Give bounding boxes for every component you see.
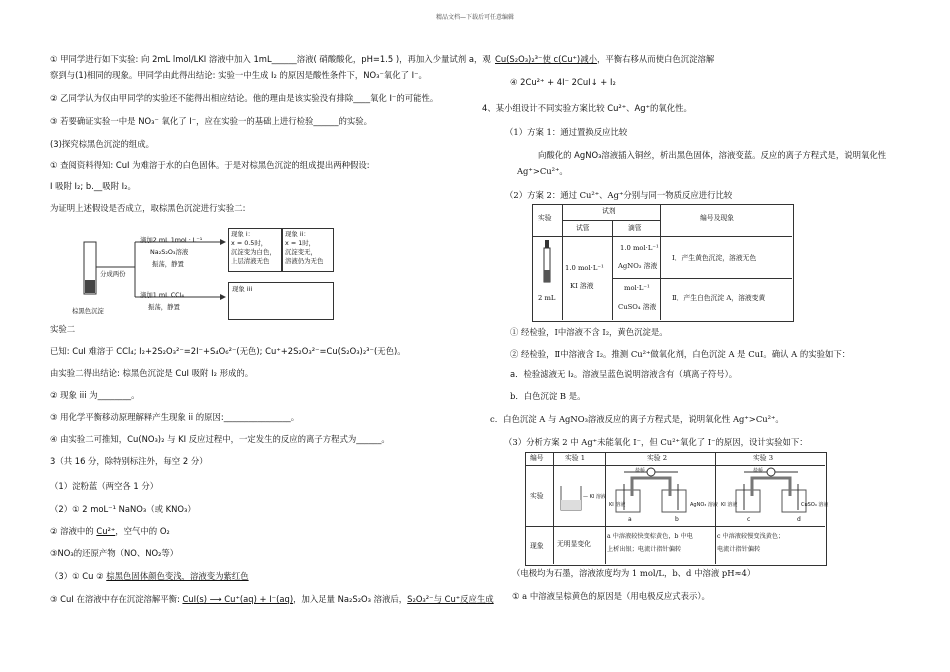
electrode-b: b <box>675 516 679 523</box>
phen-i-x: x = 0.5时， <box>231 239 268 247</box>
phen-exp3-line1: c 中溶液较慢变浅黄色； <box>717 533 785 540</box>
electrode-a: a <box>628 516 632 523</box>
phen-exp2-line1: a 中溶液较快变棕黄色，b 中电 <box>607 533 693 540</box>
split-label: 分成两份 <box>100 270 126 278</box>
phen-ii-text1: 沉淀变无， <box>285 248 317 256</box>
text-line <box>50 526 170 537</box>
text-line: ③NO₃的还原产物（NO、NO₂等） <box>50 548 179 558</box>
text-span: Cu²⁺ <box>96 526 116 536</box>
electrode-c: c <box>747 516 751 523</box>
tube-conc: 1.0 mol·L⁻¹ <box>565 264 604 272</box>
text-line: 由实验二得出结论: 棕黑色沉淀是 CuI 吸附 I₂ 形成的。 <box>50 368 254 378</box>
text-line: ② 现象 iii 为________。 <box>50 390 140 400</box>
dropper2-conc: mol·L⁻¹ <box>624 284 650 292</box>
header-experiment: 实验 <box>538 214 552 222</box>
bridge-label: 盐桥 <box>635 468 646 474</box>
text-line <box>50 594 494 605</box>
divider <box>612 278 792 279</box>
header-exp1: 实验 1 <box>565 454 586 462</box>
text-line: （电极均为石墨，溶液浓度均为 1 mol/L，b、d 中溶液 pH≈4） <box>512 568 756 578</box>
experiment-table <box>525 452 829 564</box>
text-line: 向酸化的 AgNO₃溶液插入铜丝，析出黑色固体，溶液变蓝。反应的离子方程式是，说明氧化性 <box>538 150 887 160</box>
text-line: 察到与(1)相同的现象。甲同学由此得出结论: 实验一中生成 I₂ 的原因是酸性条件下，NO₃⁻氧化了 I⁻。 <box>50 70 427 80</box>
text-line <box>495 54 714 65</box>
electrode-d: d <box>797 516 801 523</box>
divider <box>532 236 792 237</box>
text-line: I 吸附 I₂; b.__吸附 I₂。 <box>50 181 136 191</box>
text-line <box>50 571 249 582</box>
header-reagent: 试剂 <box>602 207 616 215</box>
text-line: b．白色沉淀 B 是。 <box>510 391 586 401</box>
text-line: （3）分析方案 2 中 Ag⁺未能氧化 I⁻，但 Cu²⁺氧化了 I⁻的原因，设计实验如下： <box>504 437 808 447</box>
header-tube: 试管 <box>576 224 590 232</box>
step2-action: 振荡，静置 <box>148 303 180 311</box>
text-line: 4、某小组设计不同实验方案比较 Cu²⁺、Ag⁺的氧化性。 <box>482 103 692 113</box>
phen-i-title: 现象 i： <box>231 230 254 238</box>
phen-ii-text2: 溶液仍为无色 <box>285 257 324 265</box>
divider <box>525 526 825 527</box>
result-1: Ⅰ．产生黄色沉淀，溶液无色 <box>672 254 757 262</box>
ki-label: KI 溶液 <box>609 502 626 508</box>
text-line: （2）① 2 moL⁻¹ NaNO₃（或 KNO₃） <box>50 504 196 514</box>
divider <box>562 204 563 320</box>
step1-reagent: Na₂S₂O₃溶液 <box>150 248 189 256</box>
phen-ii-title: 现象 ii： <box>285 230 310 238</box>
step2-label: 滴加1 mL CCl₄ <box>140 291 184 299</box>
text-line: ④ 2Cu²⁺ + 4I⁻ 2CuI↓ + I₂ <box>510 77 616 87</box>
text-line: 实验二 <box>50 324 76 334</box>
text-line: ④ 由实验二可推知，Cu(NO₃)₂ 与 KI 反应过程中，一定发生的反应的离子方程式为______。 <box>50 434 390 444</box>
text-line: 为证明上述假设是否成立，取棕黑色沉淀进行实验二: <box>50 203 246 213</box>
header-exp2: 实验 2 <box>647 454 668 462</box>
dropper1-solution: AgNO₃ 溶液 <box>618 262 658 270</box>
ki-label: KI 溶液 <box>721 502 738 508</box>
text-line: (3)探究棕黑色沉淀的组成。 <box>50 139 154 149</box>
phen-ii-x: x = 1时， <box>285 239 316 247</box>
divider <box>562 220 660 221</box>
header-dropper: 滴管 <box>628 224 642 232</box>
text-line: （1）淀粉蓝（两空各 1 分） <box>50 481 159 491</box>
phen-i-text1: 沉淀变为白色， <box>231 248 276 256</box>
text-line: （1）方案 1：通过置换反应比较 <box>505 127 628 137</box>
text-span: 棕黑色固体颜色变浅，溶液变为紫红色 <box>106 571 249 581</box>
text-span: ② 溶液中的 <box>50 526 97 536</box>
row-experiment: 实验 <box>530 492 544 500</box>
table-border <box>532 204 794 322</box>
dropper1-conc: 1.0 mol·L⁻¹ <box>620 244 659 252</box>
page-header: 精品文档—下载后可任意编辑 <box>435 14 514 21</box>
text-span: ，平衡右移从而使白色沉淀溶解 <box>596 54 715 64</box>
text-line: a．检验滤液无 I₂。溶液呈蓝色说明溶液含有（填离子符号）。 <box>510 369 738 379</box>
experiment-diagram <box>60 222 350 327</box>
text-span: CuI(s) ⟶ Cu⁺(aq) + I⁻(aq) <box>182 594 294 604</box>
result-2: Ⅱ．产生白色沉淀 A，溶液变黄 <box>672 294 766 302</box>
text-span: ，空气中的 O₂ <box>115 526 170 536</box>
divider <box>553 452 554 564</box>
text-line: ① a 中溶液呈棕黄色的原因是（用电极反应式表示）。 <box>512 591 710 601</box>
phen-iii-title: 现象 iii <box>232 285 253 293</box>
text-line: Ag⁺>Cu²⁺。 <box>517 166 568 176</box>
text-line: c．白色沉淀 A 与 AgNO₃溶液反应的离子方程式是，说明氧化性 Ag⁺>Cu²⁺。 <box>490 414 784 424</box>
tube-label: 棕黑色沉淀 <box>72 307 104 315</box>
text-line: 3（共 16 分，除特别标注外，每空 2 分） <box>50 456 208 466</box>
divider <box>612 220 613 320</box>
phenomenon-iii-box <box>228 282 334 320</box>
bridge-label: 盐桥 <box>753 468 764 474</box>
phen-exp2-line2: 上析出银；电流计指针偏转 <box>607 546 682 553</box>
phenomenon-i-box <box>228 228 282 272</box>
text-line: 已知: CuI 难溶于 CCl₄; I₂+2S₂O₃²⁻=2I⁻+S₄O₆²⁻(无色); Cu⁺+2S₂O₃²⁻=Cu(S₂O₃)₂³⁻(无色)。 <box>50 346 406 356</box>
text-line: （2）方案 2：通过 Cu²⁺、Ag⁺分别与同一物质反应进行比较 <box>505 190 733 200</box>
reagent-table <box>532 204 792 320</box>
header-result: 编号及现象 <box>700 214 734 222</box>
phen-exp1: 无明显变化 <box>557 540 591 548</box>
text-span: Cu(S₂O₃)₂³⁻使 c(Cu⁺)减小 <box>495 54 597 64</box>
agno3-label: AgNO₃ 溶液 <box>690 502 718 508</box>
phen-exp3-line2: 电流计指针偏转 <box>717 546 761 553</box>
galvanic-cell-icon <box>606 466 716 526</box>
phenomenon-ii-box <box>282 228 334 272</box>
text-line: ① 经检验，Ⅰ中溶液不含 I₂，黄色沉淀是。 <box>510 327 668 337</box>
ki-label: — KI 溶液 <box>583 494 606 500</box>
tube-solution: KI 溶液 <box>570 282 594 290</box>
volume-label: 2 mL <box>538 294 556 302</box>
text-span: S₂O₃²⁻与 Cu⁺反应生成 <box>407 594 494 604</box>
text-span: ，加入足量 Na₂S₂O₃ 溶液后， <box>293 594 408 604</box>
text-line: ① 查阅资料得知: CuI 为难溶于水的白色固体。于是对棕黑色沉淀的组成提出两种假设: <box>50 160 370 170</box>
divider <box>660 204 661 320</box>
step1-action: 振荡，静置 <box>152 260 184 268</box>
row-phenomenon: 现象 <box>530 542 544 550</box>
dropper2-solution: CuSO₄ 溶液 <box>618 303 657 311</box>
test-tube-icon <box>532 236 562 320</box>
text-line: ③ 若要确证实验一中是 NO₃⁻ 氧化了 I⁻，应在实验一的基础上进行检验______的实验。 <box>50 116 373 126</box>
text-span: （3）① Cu ② <box>50 571 107 581</box>
phen-i-text2: 上层清液无色 <box>231 257 270 265</box>
header-number: 编号 <box>530 454 544 462</box>
step1-label: 滴加2 mL 1mol · L⁻¹ <box>140 236 203 244</box>
text-line: ② 乙同学认为仅由甲同学的实验还不能得出相应结论。他的理由是该实验没有排除____氧化 I⁻的可能性。 <box>50 93 439 103</box>
text-line: ① 甲同学进行如下实验: 向 2mL lmol/LKI 溶液中加入 1mL______溶液( 硝酸酸化，pH=1.5 )，再加入少量试剂 a，观 <box>50 54 491 64</box>
cuso4-label: CuSO₄ 溶液 <box>801 502 829 508</box>
text-span: ③ CuI 在溶液中存在沉淀溶解平衡: <box>50 594 183 604</box>
header-exp3: 实验 3 <box>753 454 774 462</box>
galvanic-cell-icon <box>716 466 829 526</box>
text-line: ③ 用化学平衡移动原理解释产生现象 ii 的原因:________________。 <box>50 412 300 422</box>
text-line: ② 经检验，Ⅱ中溶液含 I₂。推测 Cu²⁺做氧化剂，白色沉淀 A 是 CuI。确认 A 的实验如下： <box>510 349 851 359</box>
